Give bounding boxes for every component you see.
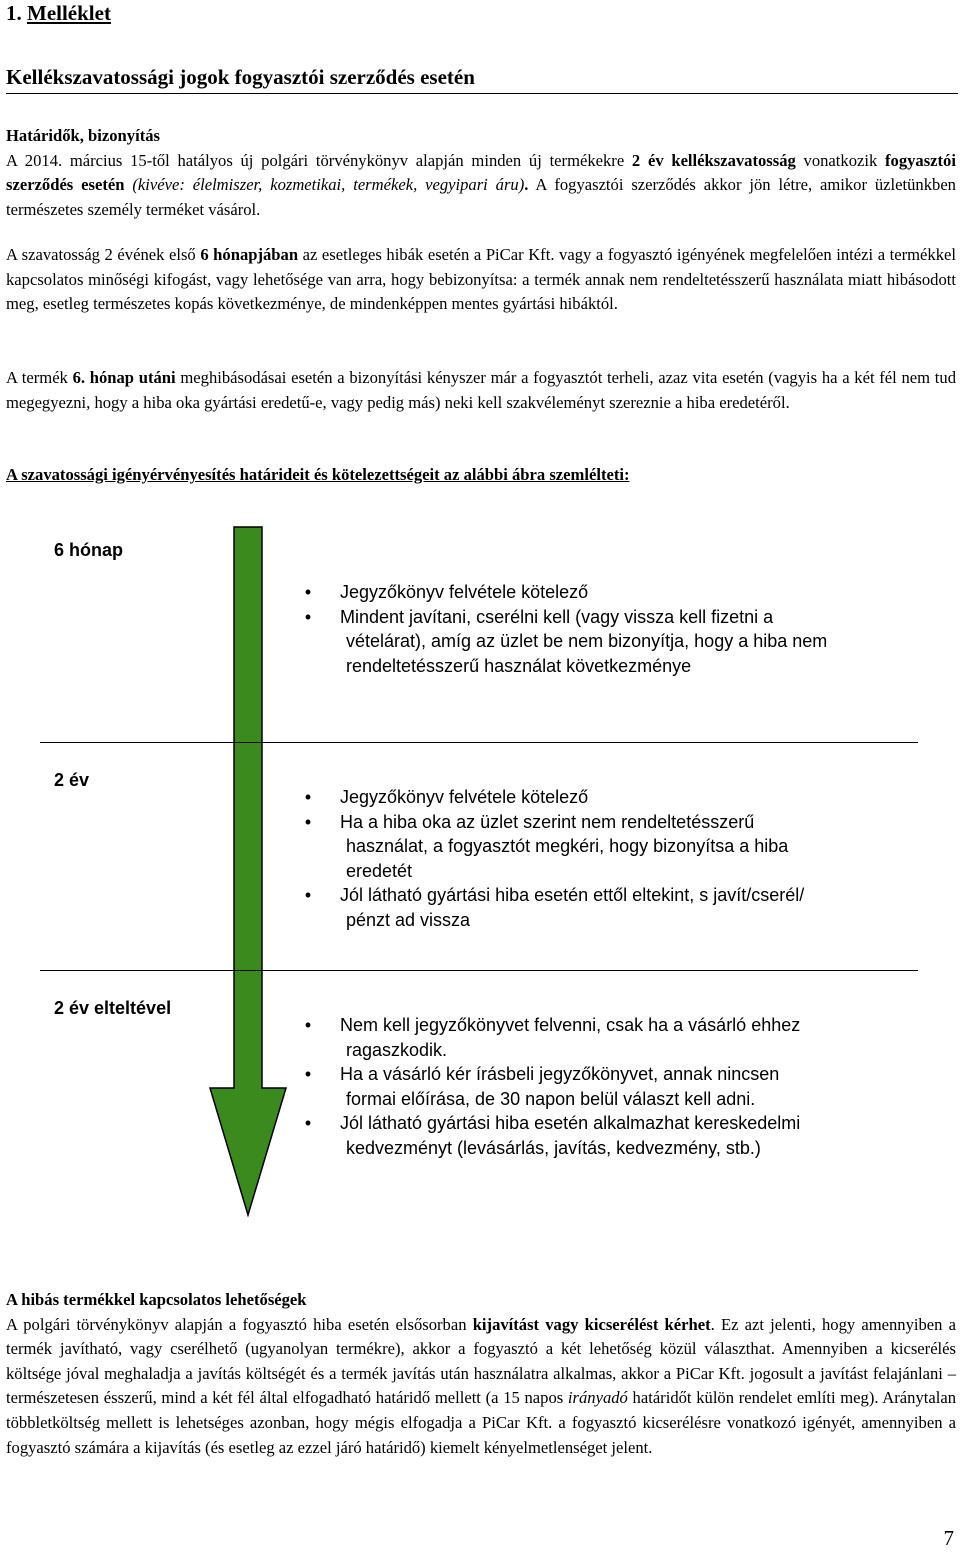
- stage-3-list: [298, 1013, 918, 1160]
- list-item: • Jegyzőkönyv felvétele kötelező: [304, 582, 589, 602]
- list-item: • Nem kell jegyzőkönyvet felvenni, csak ha a vásárló ehhez ragaszkodik.: [304, 1015, 801, 1060]
- list-item: • Ha a hiba oka az üzlet szerint nem rendeltetésszerű használat, a fogyasztót megkéri, hogy bizonyítsa a hiba eredetét: [304, 811, 789, 881]
- stage-label-6-months: 6 hónap: [54, 540, 124, 560]
- stage-2-list: [298, 785, 918, 932]
- section2-heading: A hibás termékkel kapcsolatos lehetőségek: [6, 1290, 307, 1309]
- green-down-arrow: [210, 527, 286, 1215]
- stage-divider-2: [40, 970, 918, 971]
- page-number: 7: [943, 1526, 954, 1550]
- stage-divider-1: [40, 742, 918, 743]
- section2-block: [6, 1288, 956, 1460]
- paragraph-1: A 2014. március 15-től hatályos új polgári törvénykönyv alapján minden új termékekre 2 év kellékszavatosság vonatkozik fogyasztói szerződés esetén (kivéve: élelmiszer, kozmetikai, termékek, vegyipari áru). A fogyasztói szerződés akkor jön létre, amikor üzletünkben természetes személy terméket vásárol.: [6, 150, 956, 219]
- section1-block: [6, 124, 956, 222]
- section2-paragraph: A polgári törvénykönyv alapján a fogyasztó hiba esetén elsősorban kijavítást vagy kicserélést kérhet. Ez azt jelenti, hogy amennyiben a termék javítható, vagy cserélhető (ugyanolyan termékre), akkor a fogyasztó a két lehetőség közül választhat. Amennyiben a kicserélés költsége jóval meghaladja a javítás költségét és a termék javítás után használatra alkalmas, akkor a PiCar Kft. jogosult a javítást felajánlani – természetesen ésszerű, mind a két fél által elfogadható határidő mellett (a 15 napos irányadó határidőt külön rendelet említi meg). Aránytalan többletköltség mellett is lehetséges azonban, hogy mégis elfogadja a PiCar Kft. a fogyasztó kicserélésre vonatkozó igényét, amennyiben a fogyasztó számára a kijavítás (és esetleg az ezzel járó határidő) kiemelt kényelmetlenséget jelent.: [6, 1314, 957, 1457]
- section1-heading: Határidők, bizonyítás: [6, 126, 160, 145]
- stage-1-list: [298, 580, 918, 678]
- subtitle-rule: [6, 93, 958, 94]
- page-heading: [6, 1, 111, 26]
- heading-number: 1.: [6, 1, 22, 25]
- document-subtitle: Kellékszavatossági jogok fogyasztói szerződés esetén: [6, 65, 475, 89]
- list-item: • Ha a vásárló kér írásbeli jegyzőkönyvet, annak nincsen formai előírása, de 30 napon belül választ kell adni.: [304, 1064, 780, 1109]
- list-item: • Jól látható gyártási hiba esetén ettől eltekint, s javít/cserél/ pénzt ad vissza: [304, 885, 805, 930]
- list-item: • Jól látható gyártási hiba esetén alkalmazhat kereskedelmi kedvezményt (levásárlás, javítás, kedvezmény, stb.): [304, 1113, 801, 1158]
- list-item: • Mindent javítani, cserélni kell (vagy vissza kell fizetni a vételárat), amíg az üzlet be nem bizonyítja, hogy a hiba nem rendeltetésszerű használat következménye: [304, 606, 828, 676]
- heading-title: Melléklet: [27, 1, 111, 25]
- paragraph-2: A szavatosság 2 évének első 6 hónapjában az esetleges hibák esetén a PiCar Kft. vagy a fogyasztó igényének megfelelően intézi a termékkel kapcsolatos minőségi kifogást, vagy lehetősége van arra, hogy bebizonyítsa: a termék annak nem rendeltetésszerű használata miatt hibásodott meg, esetleg természetes kopás következménye, de mindenképpen mentes gyártási hibáktól.: [6, 245, 956, 314]
- stage-label-after-2-years: 2 év elteltével: [54, 998, 172, 1018]
- list-item: • Jegyzőkönyv felvétele kötelező: [304, 787, 589, 807]
- paragraph-3: A termék 6. hónap utáni meghibásodásai esetén a bizonyítási kényszer már a fogyasztót terheli, azaz vita esetén (vagyis ha a két fél nem tud megegyezni, hogy a hiba oka gyártási eredetű-e, vagy pedig más) neki kell szakvéleményt szereznie a hiba eredetéről.: [6, 368, 956, 412]
- stage-label-2-years: 2 év: [54, 770, 90, 790]
- diagram-intro: A szavatossági igényérvényesítés határideit és kötelezettségeit az alábbi ábra szemlélteti:: [6, 465, 630, 484]
